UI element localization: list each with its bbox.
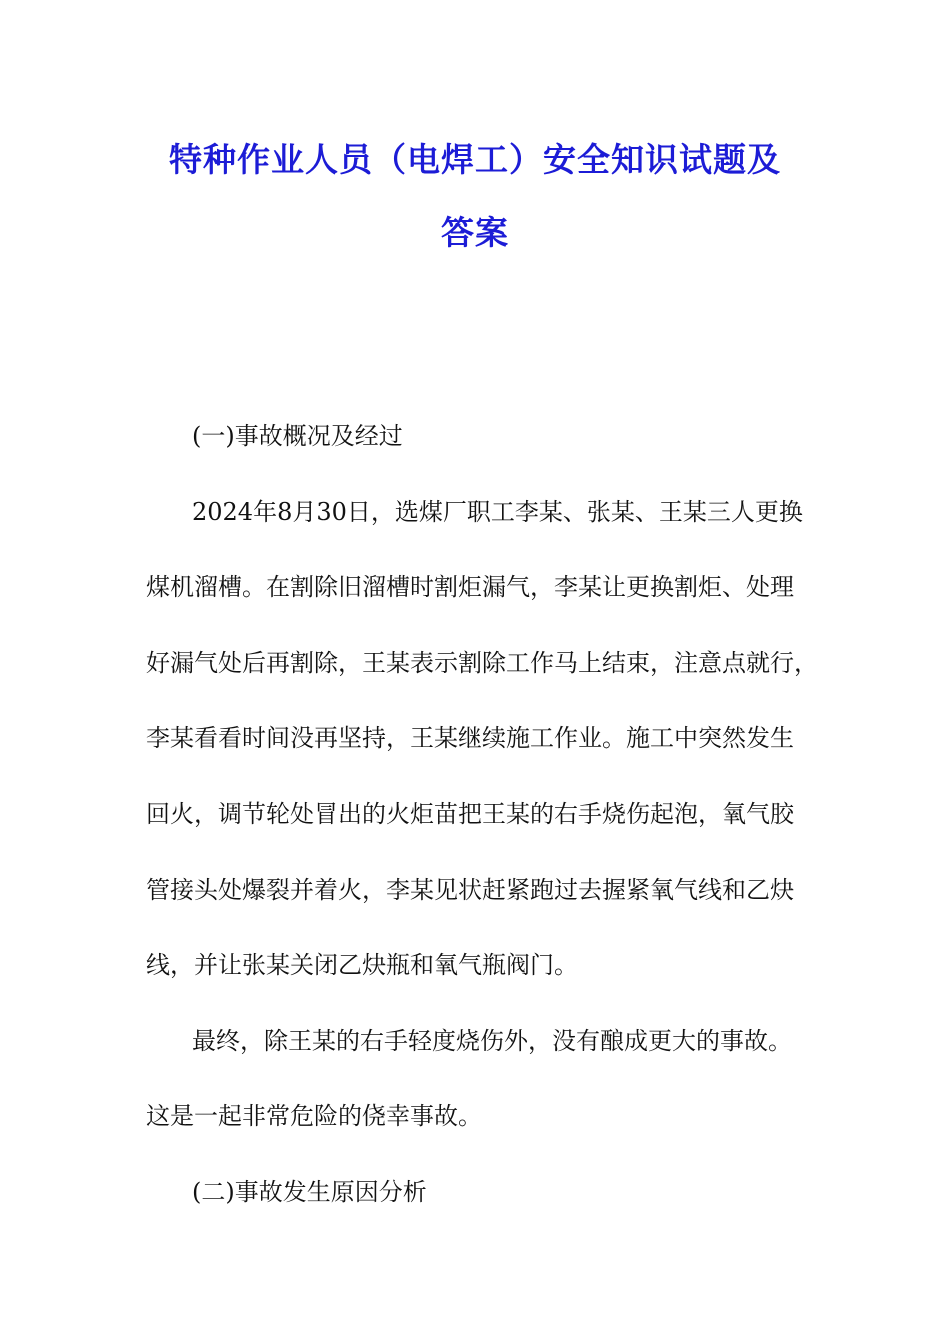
paragraph-1-line: 2024年8月30日，选煤厂职工李某、张某、王某三人更换 — [192, 497, 803, 526]
paragraph-1-line: 好漏气处后再割除，王某表示割除工作马上结束，注意点就行， — [146, 648, 818, 677]
paragraph-2-line: 最终，除王某的右手轻度烧伤外，没有酿成更大的事故。 — [192, 1026, 792, 1055]
paragraph-1-line: 回火，调节轮处冒出的火炬苗把王某的右手烧伤起泡，氧气胶 — [146, 799, 794, 828]
section-heading-1: (一)事故概况及经过 — [192, 422, 403, 450]
document-title-line-2: 答案 — [441, 213, 509, 252]
section-heading-2: (二)事故发生原因分析 — [192, 1177, 427, 1206]
paragraph-1-line: 线，并让张某关闭乙炔瓶和氧气瓶阀门。 — [146, 951, 578, 980]
paragraph-1-line: 煤机溜槽。在割除旧溜槽时割炬漏气，李某让更换割炬、处理 — [146, 573, 794, 602]
paragraph-1-line: 李某看看时间没再坚持，王某继续施工作业。施工中突然发生 — [146, 724, 794, 753]
paragraph-1-line: 管接头处爆裂并着火，李某见状赶紧跑过去握紧氧气线和乙炔 — [146, 875, 794, 904]
document-title-line-1: 特种作业人员（电焊工）安全知识试题及 — [169, 140, 781, 179]
document-body — [146, 399, 816, 1231]
paragraph-2-line: 这是一起非常危险的侥幸事故。 — [146, 1102, 482, 1131]
